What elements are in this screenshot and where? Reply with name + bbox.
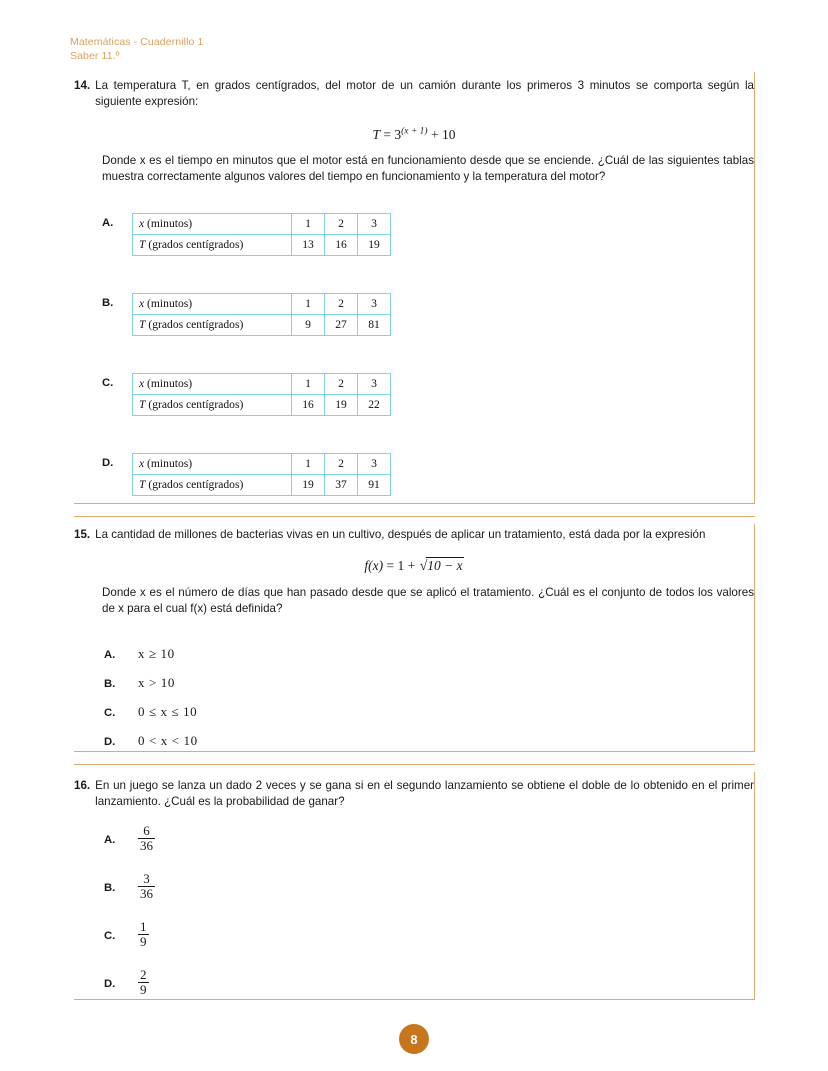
option-a-text: x ≥ 10 [138, 646, 175, 661]
fraction-numerator: 6 [143, 823, 150, 838]
cell-x-1: 1 [292, 374, 325, 395]
cell-x-3: 3 [358, 294, 391, 315]
cell-x-2: 2 [325, 214, 358, 235]
question-15-stem: La cantidad de millones de bacterias vivas en un cultivo, después de aplicar un tratamiento, está dada por la expresión [95, 528, 706, 541]
question-15-option-c[interactable] [104, 704, 197, 720]
formula-exponent: (x + 1) [401, 126, 428, 137]
formula-tail: + 10 [430, 127, 456, 142]
question-14-stem: La temperatura T, en grados centígrados, del motor de un camión durante los primeros 3 minutos se comporta según la siguiente expresión: [95, 79, 754, 108]
separator-after-question-15 [74, 764, 755, 765]
question-14-option-b[interactable] [102, 293, 391, 336]
table-row [133, 454, 391, 475]
fraction-denominator: 9 [140, 982, 147, 997]
option-d-letter: D. [104, 978, 116, 990]
cell-t-2: 27 [325, 315, 358, 336]
formula-lhs: f(x) [364, 558, 384, 573]
option-d-text: 0 < x < 10 [138, 733, 198, 748]
question-16-stem: En un juego se lanza un dado 2 veces y se gana si en el segundo lanzamiento se obtiene el doble de lo obtenido en el primer lanzamiento. ¿Cuál es la probabilidad de ganar? [95, 779, 754, 808]
option-a-letter: A. [104, 834, 116, 846]
cell-t-2: 16 [325, 235, 358, 256]
cell-x-3: 3 [358, 214, 391, 235]
cell-t-label: T (grados centígrados) [133, 395, 292, 416]
running-header-line-2: Saber 11.º [70, 49, 120, 62]
option-a-fraction [138, 824, 155, 853]
table-row [133, 475, 391, 496]
question-15-option-a[interactable] [104, 646, 175, 662]
table-row [133, 395, 391, 416]
table-row [133, 315, 391, 336]
question-15 [74, 527, 754, 543]
option-c-fraction [138, 920, 149, 949]
cell-x-2: 2 [325, 454, 358, 475]
question-15-sub-wrap [74, 585, 754, 616]
option-c-letter: C. [104, 930, 116, 942]
option-d-table [132, 453, 391, 496]
option-c-letter: C. [104, 707, 116, 719]
table-row [133, 235, 391, 256]
option-b-table [132, 293, 391, 336]
question-16-option-a[interactable] [104, 824, 155, 853]
cell-x-1: 1 [292, 454, 325, 475]
option-a-letter: A. [104, 649, 116, 661]
cell-x-1: 1 [292, 214, 325, 235]
option-d-fraction [138, 968, 149, 997]
table-row [133, 374, 391, 395]
question-16-option-c[interactable] [104, 920, 149, 949]
cell-t-label: T (grados centígrados) [133, 475, 292, 496]
cell-t-3: 81 [358, 315, 391, 336]
cell-t-3: 22 [358, 395, 391, 416]
option-a-letter: A. [102, 217, 114, 229]
question-16-option-d[interactable] [104, 968, 149, 997]
running-header [70, 36, 203, 63]
cell-t-label: T (grados centígrados) [133, 315, 292, 336]
question-14-sub: Donde x es el tiempo en minutos que el motor está en funcionamiento desde que se enciende. ¿Cuál de las siguientes tablas muestra correctamente algunos valores del tiempo en funcionamiento y la temperatura del motor? [102, 154, 754, 183]
question-14-formula [74, 127, 754, 143]
fraction-numerator: 3 [143, 871, 150, 886]
question-14-formula-wrap [74, 114, 754, 156]
cell-t-label: T (grados centígrados) [133, 235, 292, 256]
question-15-formula [74, 558, 754, 575]
table-row [133, 294, 391, 315]
option-b-letter: B. [104, 882, 116, 894]
question-14-sub-wrap [74, 153, 754, 184]
option-c-letter: C. [102, 377, 114, 389]
question-14-number: 14. [74, 79, 91, 92]
cell-x-label: x (minutos) [133, 454, 292, 475]
cell-x-label: x (minutos) [133, 294, 292, 315]
question-15-option-d[interactable] [104, 733, 198, 749]
option-b-letter: B. [102, 297, 114, 309]
cell-x-2: 2 [325, 294, 358, 315]
option-c-text: 0 ≤ x ≤ 10 [138, 704, 198, 719]
fraction-numerator: 1 [140, 919, 147, 934]
cell-x-label: x (minutos) [133, 214, 292, 235]
table-row [133, 214, 391, 235]
cell-x-2: 2 [325, 374, 358, 395]
option-b-fraction [138, 872, 155, 901]
cell-x-1: 1 [292, 294, 325, 315]
question-14-option-d[interactable] [102, 453, 391, 496]
question-14-option-a[interactable] [102, 213, 391, 256]
formula-eq: = 1 + [386, 558, 416, 573]
cell-x-3: 3 [358, 374, 391, 395]
fraction-denominator: 36 [140, 838, 153, 853]
running-header-line-1: Matemáticas - Cuadernillo 1 [70, 36, 204, 48]
option-b-letter: B. [104, 678, 116, 690]
fraction-numerator: 2 [140, 967, 147, 982]
option-d-letter: D. [104, 736, 116, 748]
cell-t-3: 91 [358, 475, 391, 496]
separator-after-question-14 [74, 516, 755, 517]
question-15-sub: Donde x es el número de días que han pasado desde que se aplicó el tratamiento. ¿Cuál es el conjunto de todos los valores de x para el cual f(x) está definida? [102, 586, 754, 615]
option-a-table [132, 213, 391, 256]
question-14-header [74, 78, 754, 109]
option-d-letter: D. [102, 457, 114, 469]
page-number-badge: 8 [399, 1024, 429, 1054]
question-15-option-b[interactable] [104, 675, 175, 691]
cell-t-1: 13 [292, 235, 325, 256]
question-15-formula-wrap [74, 545, 754, 588]
cell-t-3: 19 [358, 235, 391, 256]
cell-t-2: 19 [325, 395, 358, 416]
question-16-number: 16. [74, 779, 91, 792]
question-15-number: 15. [74, 528, 91, 541]
radical-sign-icon: √ [419, 559, 428, 574]
question-16-header [74, 778, 754, 809]
option-b-text: x > 10 [138, 675, 175, 690]
cell-t-2: 37 [325, 475, 358, 496]
question-14 [74, 78, 754, 109]
cell-x-3: 3 [358, 454, 391, 475]
formula-lhs: T [372, 127, 381, 142]
question-14-option-c[interactable] [102, 373, 391, 416]
formula-radical [419, 558, 464, 575]
fraction-denominator: 36 [140, 886, 153, 901]
question-15-header [74, 527, 754, 543]
cell-t-1: 19 [292, 475, 325, 496]
cell-x-label: x (minutos) [133, 374, 292, 395]
fraction-denominator: 9 [140, 934, 147, 949]
formula-radicand: 10 − x [427, 558, 463, 573]
cell-t-1: 9 [292, 315, 325, 336]
cell-t-1: 16 [292, 395, 325, 416]
formula-eq: = 3 [383, 127, 402, 142]
option-c-table [132, 373, 391, 416]
question-16 [74, 778, 754, 809]
question-16-option-b[interactable] [104, 872, 155, 901]
